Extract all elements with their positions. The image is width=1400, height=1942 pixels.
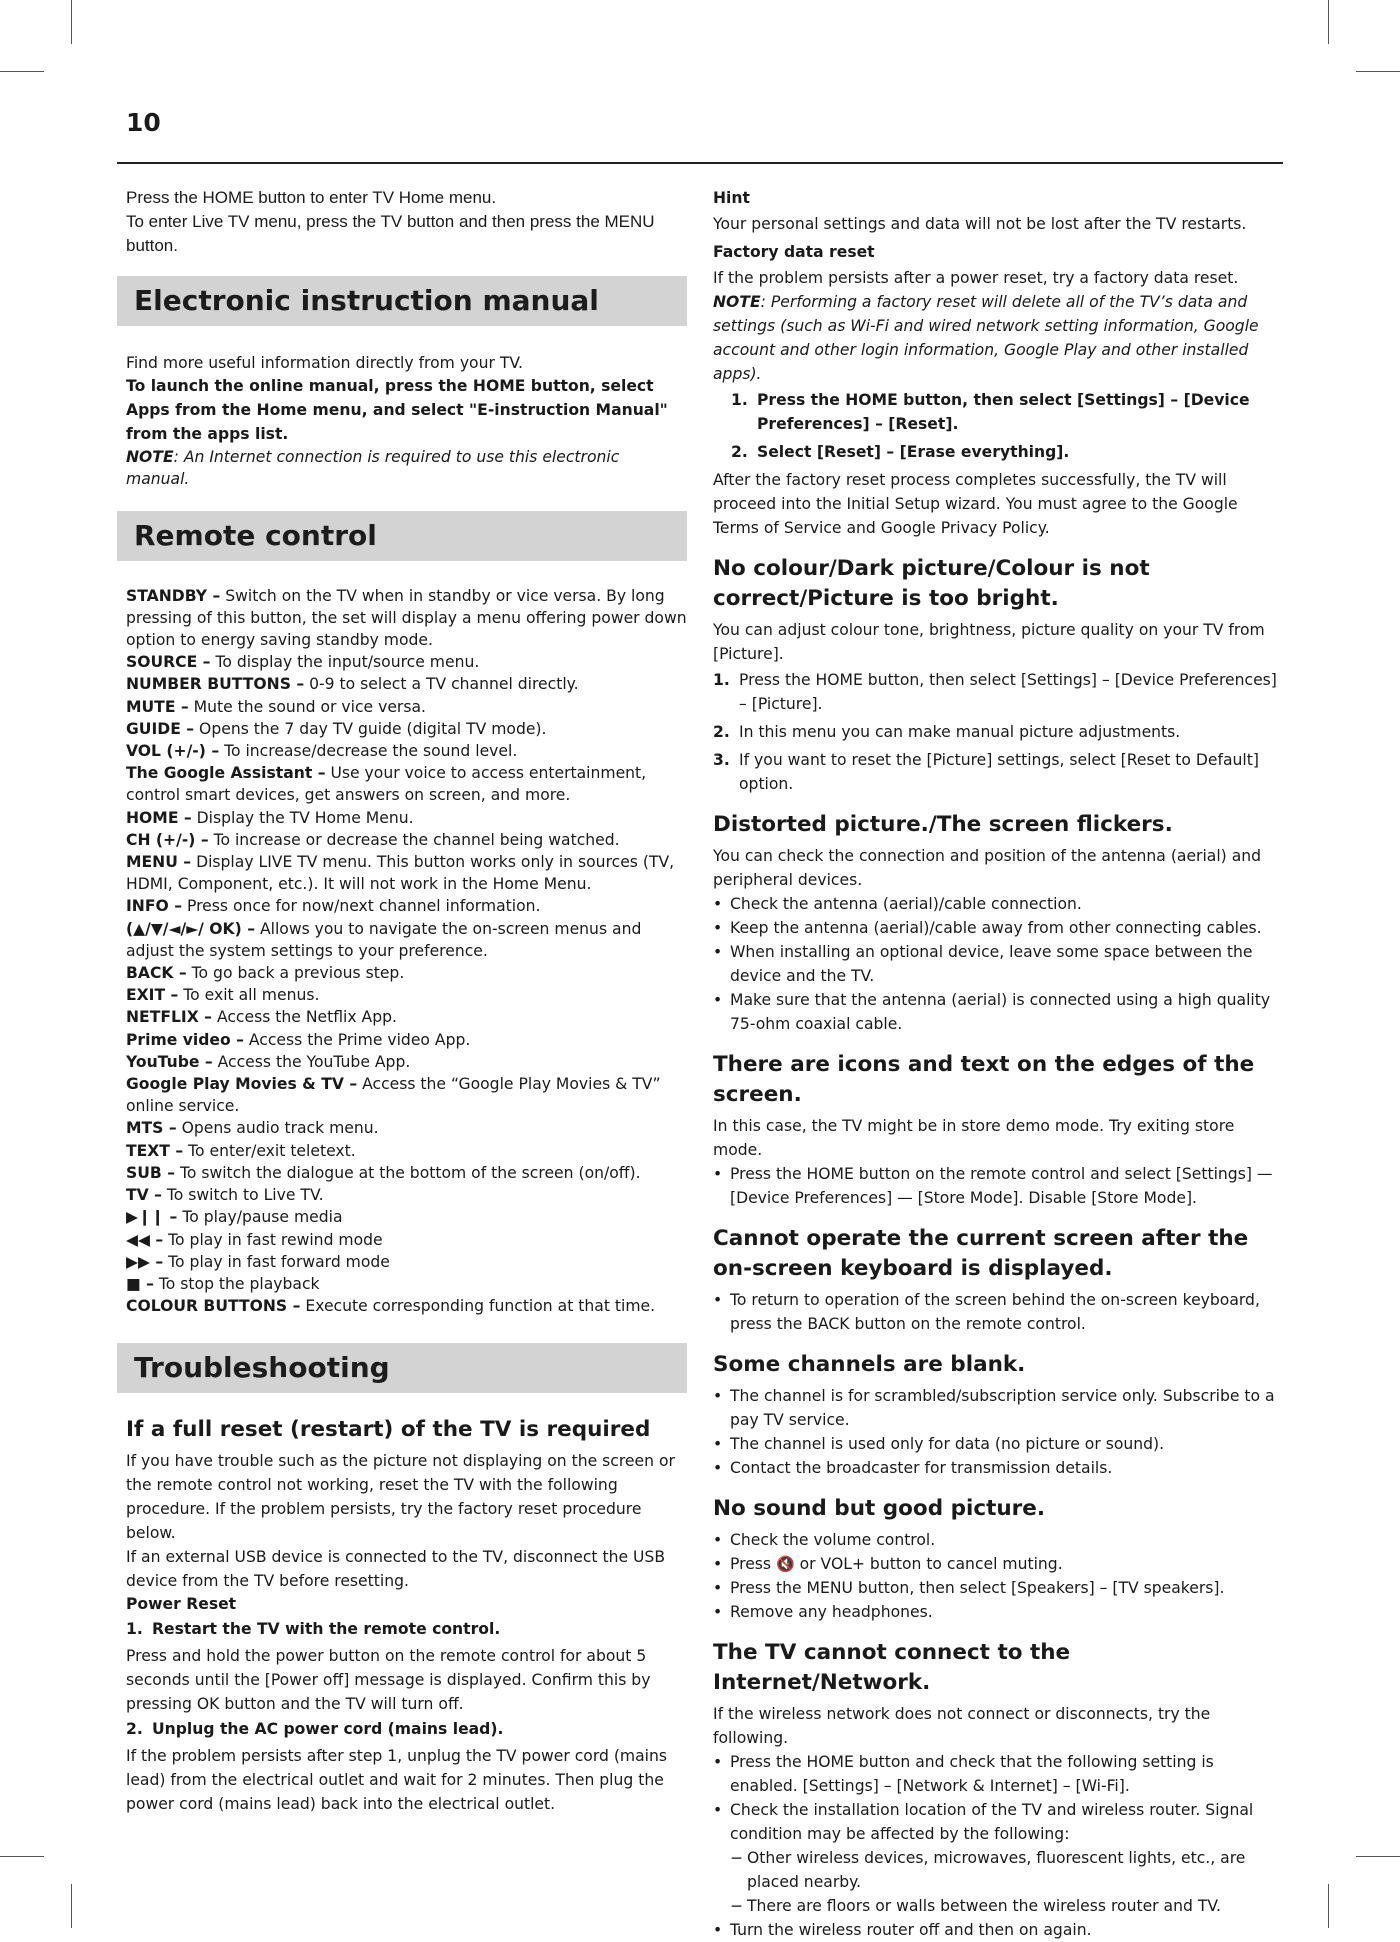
icons-bullets — [713, 1162, 1283, 1210]
crop-mark — [1356, 1856, 1400, 1857]
remote-key: VOL (+/-) – — [126, 742, 220, 761]
remote-item — [126, 696, 687, 718]
intro-line: Press the HOME button to enter TV Home menu. — [126, 188, 497, 207]
keyboard-heading: Cannot operate the current screen after the on-screen keyboard is displayed. — [713, 1226, 1249, 1281]
remote-key: MUTE – — [126, 697, 189, 716]
bullet-text: Press — [730, 1555, 776, 1573]
list-item: • Contact the broadcaster for transmission details. — [713, 1459, 1113, 1477]
crop-mark — [1328, 0, 1329, 44]
remote-description: 0-9 to select a TV channel directly. — [304, 675, 579, 694]
bullet-text: To return to operation of the screen behind the on-screen keyboard, press the BACK button on the remote control. — [730, 1291, 1260, 1333]
remote-item — [126, 718, 687, 740]
header-rule — [117, 162, 1283, 164]
hint-text: Your personal settings and data will not be lost after the TV restarts. — [713, 215, 1247, 233]
step-number: 1. — [126, 1619, 143, 1638]
remote-key: COLOUR BUTTONS – — [126, 1297, 301, 1316]
remote-description: To increase or decrease the channel being watched. — [208, 830, 620, 849]
manual-paragraph: Find more useful information directly from your TV. — [126, 354, 523, 372]
remote-description: To switch to Live TV. — [161, 1186, 324, 1205]
crop-mark — [0, 1856, 44, 1857]
section-title-manual: Electronic instruction manual — [117, 276, 687, 326]
remote-key: ◀◀ – — [126, 1230, 164, 1249]
nosound-heading: No sound but good picture. — [713, 1496, 1046, 1521]
list-item: − Other wireless devices, microwaves, fluorescent lights, etc., are placed nearby. — [730, 1849, 1246, 1891]
crop-mark — [71, 0, 72, 44]
bullet-text: Other wireless devices, microwaves, fluorescent lights, etc., are placed nearby. — [747, 1849, 1246, 1891]
list-item: • Turn the wireless router off and then on again. — [713, 1921, 1092, 1939]
list-item: • Check the antenna (aerial)/cable connection. — [713, 895, 1082, 913]
remote-description: To enter/exit teletext. — [183, 1141, 356, 1160]
section-title-troubleshooting: Troubleshooting — [117, 1343, 687, 1393]
bullet-text: Press the HOME button on the remote control and select [Settings] — [Device Preferences] — [Store Mode]. Disable [Store Mode]. — [730, 1165, 1273, 1207]
step-text: If the problem persists after step 1, unplug the TV power cord (mains lead) from the electrical outlet and wait for 2 minutes. Then plug the power cord (mains lead) back into the electrical outlet. — [126, 1746, 667, 1813]
remote-item — [126, 585, 687, 652]
remote-button-list — [117, 585, 687, 1318]
list-item: • Check the installation location of the TV and wireless router. Signal condition may be affected by the following: − Other wireless devices, microwaves, fluorescent lights, etc., are placed nearby. − There are floors or walls between the wireless router and TV. — [713, 1798, 1283, 1918]
intro-line: To enter Live TV menu, press the TV button and then press the MENU button. — [126, 212, 655, 255]
remote-item — [126, 762, 687, 806]
reset-step — [126, 1618, 687, 1640]
remote-description: Access the Netflix App. — [211, 1008, 397, 1027]
list-item: • Press the MENU button, then select [Speakers] – [TV speakers]. — [713, 1579, 1225, 1597]
factory-reset-label: Factory data reset — [713, 243, 875, 261]
step-text: Select [Reset] – [Erase everything]. — [757, 443, 1070, 461]
remote-description: Use your voice to access entertainment, control smart devices, get answers on screen, and more. — [126, 764, 647, 805]
bullet-text: Press the HOME button and check that the following setting is enabled. [Settings] – [Network & Internet] – [Wi-Fi]. — [730, 1753, 1214, 1795]
remote-item — [126, 829, 687, 851]
remote-item — [126, 1206, 687, 1228]
remote-description: To switch the dialogue at the bottom of the screen (on/off). — [175, 1163, 641, 1182]
remote-description: To increase/decrease the sound level. — [219, 742, 518, 761]
list-item: • Press the HOME button on the remote control and select [Settings] — [Device Preferences] — [Store Mode]. Disable [Store Mode]. — [713, 1165, 1273, 1207]
remote-item — [126, 1073, 687, 1117]
network-sub-list — [730, 1846, 1283, 1918]
remote-description: Opens the 7 day TV guide (digital TV mode). — [194, 719, 547, 738]
network-text: If the wireless network does not connect or disconnects, try the following. — [713, 1705, 1211, 1747]
note-text: : An Internet connection is required to use this electronic manual. — [126, 448, 620, 489]
bullet-text: Contact the broadcaster for transmission details. — [730, 1459, 1113, 1477]
bullet-text: Check the antenna (aerial)/cable connection. — [730, 895, 1082, 913]
step-number: 1. — [713, 671, 730, 689]
note-label: NOTE — [126, 448, 174, 467]
blank-heading: Some channels are blank. — [713, 1352, 1026, 1377]
step-text: If you want to reset the [Picture] settings, select [Reset to Default] option. — [739, 751, 1259, 793]
bullet-text: or VOL+ button to cancel muting. — [794, 1555, 1063, 1573]
remote-key: INFO – — [126, 897, 182, 916]
remote-key: (▲/▼/◄/►/ OK) – — [126, 919, 255, 938]
factory-after-text: After the factory reset process completes successfully, the TV will proceed into the Initial Setup wizard. You must agree to the Google Terms of Service and Google Privacy Policy. — [713, 471, 1238, 537]
remote-item — [126, 1140, 687, 1162]
remote-description: Allows you to navigate the on-screen menus and adjust the system settings to your preference. — [126, 919, 642, 960]
remote-item — [126, 1029, 687, 1051]
note-text: : Performing a factory reset will delete all of the TV’s data and settings (such as Wi-Fi and wired network setting information, Google account and other login information, Google Play and other installed apps). — [713, 293, 1259, 383]
remote-item — [126, 673, 687, 695]
list-item: • Keep the antenna (aerial)/cable away from other connecting cables. — [713, 919, 1262, 937]
remote-key: NUMBER BUTTONS – — [126, 675, 305, 694]
bullet-text: The channel is for scrambled/subscription service only. Subscribe to a pay TV service. — [730, 1387, 1275, 1429]
remote-description: To play in fast rewind mode — [163, 1230, 383, 1249]
bullet-text: Press the MENU button, then select [Speakers] – [TV speakers]. — [730, 1579, 1225, 1597]
crop-mark — [0, 71, 44, 72]
factory-reset-text: If the problem persists after a power reset, try a factory data reset. — [713, 269, 1239, 287]
crop-mark — [1328, 1884, 1329, 1928]
hint-label: Hint — [713, 189, 750, 207]
intro-text — [117, 186, 687, 258]
remote-key: ▶▶ – — [126, 1252, 164, 1271]
remote-description: To go back a previous step. — [186, 964, 405, 983]
remote-item — [126, 1117, 687, 1139]
remote-description: Access the YouTube App. — [212, 1052, 411, 1071]
remote-item — [126, 807, 687, 829]
list-item: • The channel is used only for data (no picture or sound). — [713, 1435, 1165, 1453]
nosound-bullets — [713, 1528, 1283, 1624]
remote-item — [126, 651, 687, 673]
list-item: • To return to operation of the screen behind the on-screen keyboard, press the BACK button on the remote control. — [713, 1291, 1260, 1333]
remote-item — [126, 1051, 687, 1073]
remote-key: BACK – — [126, 964, 187, 983]
bullet-text: Check the volume control. — [730, 1531, 936, 1549]
remote-item — [126, 1295, 687, 1317]
list-item: • The channel is for scrambled/subscription service only. Subscribe to a pay TV service. — [713, 1387, 1275, 1429]
icons-heading: There are icons and text on the edges of the screen. — [713, 1052, 1255, 1107]
blank-bullets — [713, 1384, 1283, 1480]
bullet-text: Turn the wireless router off and then on again. — [730, 1921, 1092, 1939]
remote-key: SOURCE – — [126, 653, 211, 672]
page-number: 10 — [126, 108, 161, 137]
remote-key: MTS – — [126, 1119, 177, 1138]
list-item: • When installing an optional device, leave some space between the device and the TV. — [713, 943, 1253, 985]
remote-key: CH (+/-) – — [126, 830, 209, 849]
step-text: Press and hold the power button on the remote control for about 5 seconds until the [Power off] message is displayed. Confirm this by pressing OK button and the TV will turn off. — [126, 1646, 651, 1713]
remote-item — [126, 1006, 687, 1028]
colour-heading: No colour/Dark picture/Colour is not correct/Picture is too bright. — [713, 556, 1150, 611]
remote-key: MENU – — [126, 853, 192, 872]
remote-key: NETFLIX – — [126, 1008, 212, 1027]
network-heading: The TV cannot connect to the Internet/Network. — [713, 1640, 1071, 1695]
remote-description: Mute the sound or vice versa. — [188, 697, 426, 716]
remote-description: Access the “Google Play Movies & TV” online service. — [126, 1075, 661, 1116]
remote-key: TEXT – — [126, 1141, 184, 1160]
remote-item — [126, 984, 687, 1006]
crop-mark — [71, 1884, 72, 1928]
power-reset-label: Power Reset — [126, 1595, 237, 1614]
step-text: Press the HOME button, then select [Settings] – [Device Preferences] – [Reset]. — [757, 391, 1250, 433]
remote-description: Opens audio track menu. — [176, 1119, 379, 1138]
remote-item — [126, 962, 687, 984]
list-item: • Make sure that the antenna (aerial) is connected using a high quality 75-ohm coaxial cable. — [713, 991, 1271, 1033]
remote-key: The Google Assistant – — [126, 764, 326, 783]
step-number: 2. — [731, 443, 748, 461]
section-title-remote: Remote control — [117, 511, 687, 561]
remote-item — [126, 918, 687, 962]
remote-key: STANDBY – — [126, 586, 221, 605]
note-label: NOTE — [713, 293, 761, 311]
list-item: − There are floors or walls between the wireless router and TV. — [730, 1897, 1221, 1915]
list-item: • Remove any headphones. — [713, 1603, 933, 1621]
reset-paragraph: If you have trouble such as the picture not displaying on the screen or the remote control not working, reset the TV with the following procedure. If the problem persists, try the factory reset procedure below. — [126, 1452, 675, 1543]
remote-item — [126, 1229, 687, 1251]
remote-description: To play/pause media — [177, 1208, 343, 1227]
distorted-heading: Distorted picture./The screen flickers. — [713, 812, 1173, 837]
colour-text: You can adjust colour tone, brightness, picture quality on your TV from [Picture]. — [713, 621, 1265, 663]
bullet-text: Make sure that the antenna (aerial) is connected using a high quality 75-ohm coaxial cable. — [730, 991, 1271, 1033]
remote-key: Google Play Movies & TV – — [126, 1075, 358, 1094]
icons-text: In this case, the TV might be in store demo mode. Try exiting store mode. — [713, 1117, 1235, 1159]
remote-key: ▶❙❙ – — [126, 1208, 178, 1227]
remote-item — [126, 1273, 687, 1295]
list-item — [731, 440, 1283, 464]
remote-key: ■ – — [126, 1274, 154, 1293]
factory-note — [713, 290, 1283, 386]
remote-key: HOME – — [126, 808, 192, 827]
bullet-text: Keep the antenna (aerial)/cable away from other connecting cables. — [730, 919, 1262, 937]
bullet-text: Remove any headphones. — [730, 1603, 933, 1621]
remote-description: Display the TV Home Menu. — [191, 808, 414, 827]
remote-description: To display the input/source menu. — [210, 653, 480, 672]
remote-item — [126, 851, 687, 895]
distorted-bullets — [713, 892, 1283, 1036]
remote-description: Press once for now/next channel information. — [182, 897, 541, 916]
remote-description: To exit all menus. — [178, 986, 320, 1005]
list-item — [713, 720, 1283, 744]
list-item — [713, 668, 1283, 716]
remote-key: GUIDE – — [126, 719, 195, 738]
remote-key: YouTube – — [126, 1052, 213, 1071]
remote-key: SUB – — [126, 1163, 176, 1182]
remote-item — [126, 1162, 687, 1184]
crop-mark — [1356, 71, 1400, 72]
network-bullets — [713, 1750, 1283, 1942]
reset-paragraph: If an external USB device is connected to the TV, disconnect the USB device from the TV before resetting. — [126, 1548, 666, 1591]
bullet-text: When installing an optional device, leave some space between the device and the TV. — [730, 943, 1253, 985]
remote-item — [126, 1251, 687, 1273]
step-number: 1. — [731, 391, 748, 409]
factory-steps — [731, 388, 1283, 464]
reset-section — [117, 1415, 687, 1816]
step-number: 3. — [713, 751, 730, 769]
bullet-text: Check the installation location of the TV and wireless router. Signal condition may be affected by the following: — [730, 1801, 1254, 1843]
step-number: 2. — [713, 723, 730, 741]
list-item: • Press the HOME button and check that the following setting is enabled. [Settings] – [Network & Internet] – [Wi-Fi]. — [713, 1753, 1214, 1795]
step-title: Restart the TV with the remote control. — [152, 1619, 501, 1638]
keyboard-bullets — [713, 1288, 1283, 1336]
remote-description: Switch on the TV when in standby or vice versa. By long pressing of this button, the set will display a menu offering power down option to energy saving standby mode. — [126, 586, 687, 650]
manual-instruction: To launch the online manual, press the HOME button, select Apps from the Home menu, and select "E-instruction Manual" from the apps list. — [126, 377, 668, 444]
remote-description: Display LIVE TV menu. This button works only in sources (TV, HDMI, Component, etc.). It will not work in the Home Menu. — [126, 853, 675, 894]
bullet-text: The channel is used only for data (no picture or sound). — [730, 1435, 1165, 1453]
remote-key: EXIT – — [126, 986, 179, 1005]
reset-heading: If a full reset (restart) of the TV is required — [126, 1417, 651, 1443]
remote-key: Prime video – — [126, 1030, 244, 1049]
step-title: Unplug the AC power cord (mains lead). — [152, 1719, 504, 1738]
step-text: Press the HOME button, then select [Settings] – [Device Preferences] – [Picture]. — [739, 671, 1277, 713]
manual-note — [126, 446, 687, 490]
list-item: • Press 🔇 or VOL+ button to cancel muting. — [713, 1552, 1283, 1576]
bullet-text: There are floors or walls between the wireless router and TV. — [747, 1897, 1221, 1915]
colour-steps — [713, 668, 1283, 796]
distorted-text: You can check the connection and position of the antenna (aerial) and peripheral devices. — [713, 847, 1262, 889]
left-column — [117, 182, 687, 1816]
list-item — [713, 748, 1283, 796]
remote-item — [126, 895, 687, 917]
mute-icon: 🔇 — [776, 1555, 795, 1573]
remote-item — [126, 1184, 687, 1206]
list-item: • Check the volume control. — [713, 1531, 936, 1549]
remote-description: Execute corresponding function at that time. — [300, 1297, 656, 1316]
manual-section — [117, 352, 687, 491]
remote-description: Access the Prime video App. — [243, 1030, 471, 1049]
list-item — [731, 388, 1283, 436]
step-number: 2. — [126, 1719, 143, 1738]
remote-item — [126, 740, 687, 762]
remote-key: TV – — [126, 1186, 162, 1205]
remote-description: To play in fast forward mode — [163, 1252, 390, 1271]
remote-description: To stop the playback — [153, 1274, 320, 1293]
right-column — [713, 182, 1283, 1942]
reset-step — [126, 1718, 687, 1740]
step-text: In this menu you can make manual picture adjustments. — [739, 723, 1181, 741]
